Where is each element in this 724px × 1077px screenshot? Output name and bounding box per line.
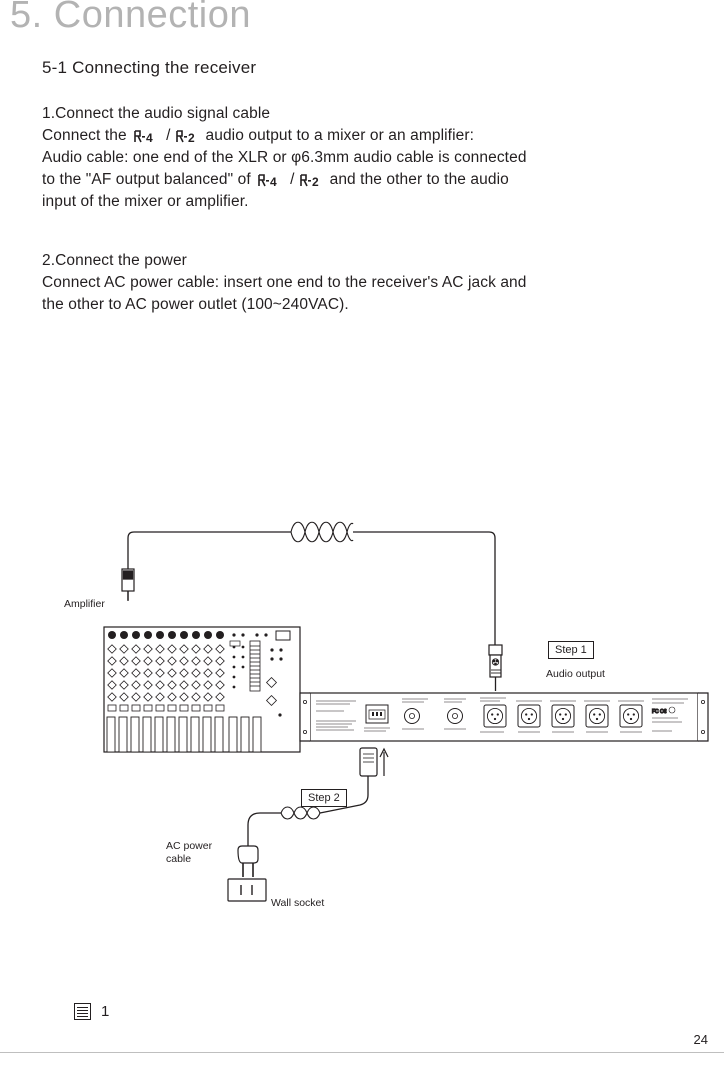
model-separator-1: / (166, 127, 171, 144)
model-r4-badge-2 (256, 173, 287, 188)
ac-power-cable-label-line1: AC power (166, 840, 213, 852)
model-separator-2: / (290, 171, 295, 188)
amplifier-label: Amplifier (64, 598, 105, 610)
step1-line-b: Audio cable: one end of the XLR or φ6.3mm audio cable is connected (42, 149, 527, 166)
step-1-badge: Step 1 (548, 641, 594, 659)
page-title: 5. Connection (10, 0, 251, 36)
step1-line-d: input of the mixer or amplifier. (42, 193, 249, 210)
page-divider (0, 1052, 724, 1053)
step1-text-block (42, 103, 717, 213)
wall-socket-label: Wall socket (271, 897, 325, 909)
step1-line-c-pre: to the "AF output balanced" of (42, 171, 256, 188)
step1-line-a-pre: Connect the (42, 127, 132, 144)
step1-heading: 1.Connect the audio signal cable (42, 105, 271, 122)
model-r2-badge-2 (298, 173, 329, 188)
section-title: 5-1 Connecting the receiver (42, 58, 257, 77)
step1-line-a (42, 125, 717, 147)
book-icon (74, 1003, 91, 1020)
svg-text:2: 2 (311, 175, 319, 188)
step2-line-b: the other to AC power outlet (100~240VAC). (42, 296, 349, 313)
audio-output-label: Audio output (546, 668, 605, 680)
model-r4-badge-1 (132, 129, 163, 144)
page-number: 24 (693, 1032, 708, 1047)
footer-note-number: 1 (101, 1003, 110, 1020)
svg-text:FC C€: FC C€ (652, 709, 667, 715)
ac-power-cable-label-line2: cable (166, 853, 192, 865)
svg-text:4: 4 (270, 175, 277, 188)
diagram-svg (0, 505, 724, 935)
footer-note (74, 1003, 109, 1020)
model-r2-badge-1 (174, 129, 205, 144)
step2-text-block (42, 250, 717, 316)
svg-text:4: 4 (146, 131, 153, 144)
step1-line-a-post: audio output to a mixer or an amplifier: (205, 127, 475, 144)
step2-line-a: Connect AC power cable: insert one end to the receiver's AC jack and (42, 274, 527, 291)
step2-heading: 2.Connect the power (42, 252, 187, 269)
step-2-badge: Step 2 (301, 789, 347, 807)
connection-diagram (0, 505, 724, 935)
svg-text:2: 2 (187, 131, 195, 144)
step1-line-c-post: and the other to the audio (329, 171, 509, 188)
step1-line-c (42, 169, 717, 191)
